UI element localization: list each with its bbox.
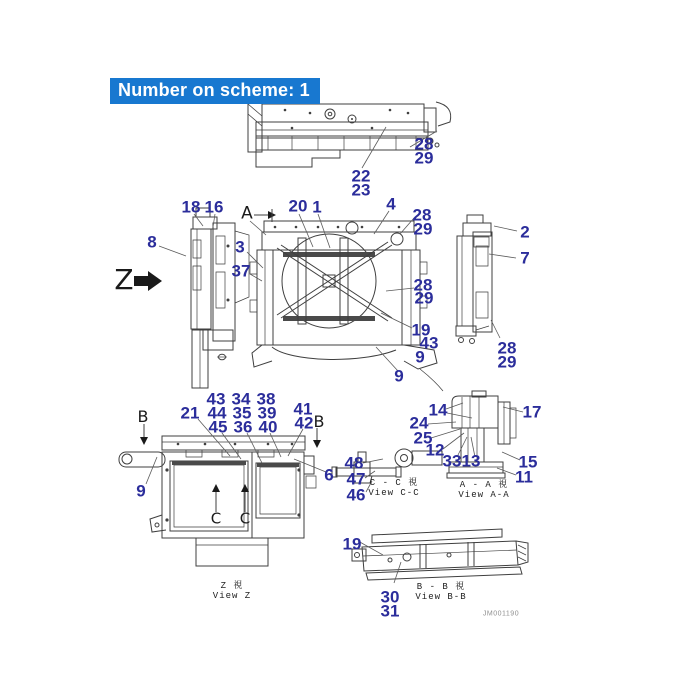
section-marker-c: C [210,509,222,528]
callout-25: 25 [413,428,433,448]
callout-11: 11 [515,467,533,487]
callout-28: 28 [414,134,434,154]
callout-40: 40 [258,417,278,437]
callout-31: 31 [380,601,400,621]
section-marker-z: Z [114,263,134,296]
callout-14: 14 [428,400,448,420]
callout-24: 24 [409,413,429,433]
callout-8: 8 [147,232,157,252]
callout-36: 36 [233,417,253,437]
callout-19: 19 [411,320,431,340]
callout-19: 19 [342,534,362,554]
section-marker-a: A [241,203,253,224]
section-marker-c: C [239,509,251,528]
callout-41: 41 [293,399,313,419]
callout-1: 1 [312,197,322,217]
callout-18: 18 [181,197,201,217]
callout-12: 12 [425,440,445,460]
callout-7: 7 [520,248,530,268]
page-title-banner [110,78,320,104]
callout-44: 44 [207,403,227,423]
callout-4: 4 [386,194,396,214]
callout-20: 20 [288,196,308,216]
view-z-label: Z 視 View Z [212,581,252,601]
view-bb-label: B - B 視 View B-B [415,582,467,602]
callout-38: 38 [256,389,276,409]
callout-9: 9 [415,347,425,367]
callout-15: 15 [518,452,538,472]
callout-42: 42 [294,413,314,433]
callout-29: 29 [414,148,434,168]
callout-37: 37 [231,261,251,281]
callout-17: 17 [522,402,542,422]
callout-3: 3 [235,237,245,257]
callout-28: 28 [412,205,432,225]
callout-28: 28 [413,275,433,295]
callout-45: 45 [208,417,228,437]
callout-48: 48 [344,453,364,473]
callout-16: 16 [204,197,224,217]
callout-9: 9 [394,366,404,386]
callout-30: 30 [380,587,400,607]
callout-33: 33 [442,451,462,471]
callout-43: 43 [419,333,439,353]
callout-23: 23 [351,180,371,200]
view-aa-label: A - A 視 View A-A [458,480,510,500]
callout-29: 29 [497,352,517,372]
callout-6: 6 [324,465,334,485]
callout-39: 39 [257,403,277,423]
section-marker-b: B [137,407,149,426]
callout-29: 29 [413,219,433,239]
callout-28: 28 [497,338,517,358]
callout-34: 34 [231,389,251,409]
callout-43: 43 [206,389,226,409]
callout-9: 9 [136,481,146,501]
callout-29: 29 [414,288,434,308]
callout-47: 47 [346,469,366,489]
section-marker-b: B [313,412,325,431]
callout-21: 21 [180,403,200,423]
callout-22: 22 [351,166,371,186]
page-title: Number on scheme: 1 [118,80,310,100]
callout-13: 13 [461,451,481,471]
callout-35: 35 [232,403,252,423]
watermark-text: JM001190 [482,610,520,618]
callout-46: 46 [346,485,366,505]
callout-2: 2 [520,222,530,242]
view-cc-label: C - C 視 View C-C [368,478,420,498]
